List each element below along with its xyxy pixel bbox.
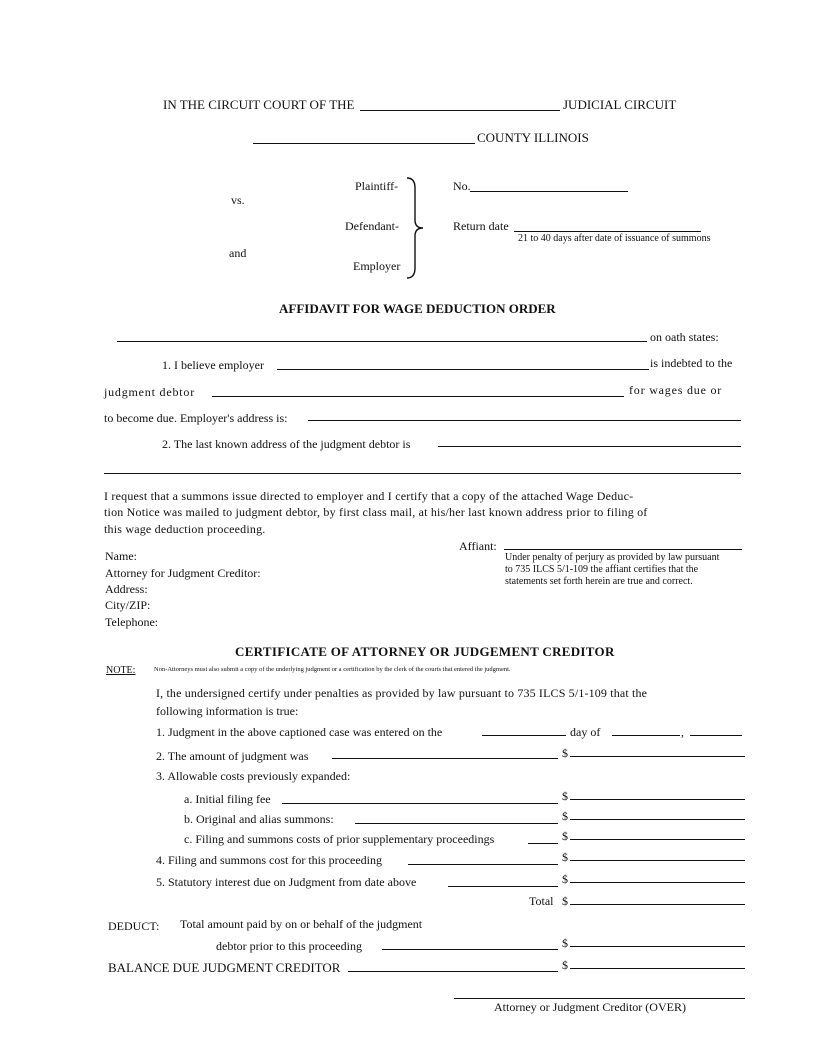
court-prefix: IN THE CIRCUIT COURT OF THE <box>163 97 355 112</box>
deduct-line-2: debtor prior to this proceeding <box>216 939 362 953</box>
comma: , <box>681 725 684 739</box>
intro-line-2: following information is true: <box>156 704 299 718</box>
cert-item2: 2. The amount of judgment was <box>156 749 309 763</box>
and-label: and <box>229 246 247 260</box>
intro-line-1: I, the undersigned certify under penalties as provided by law pursuant to 735 ILCS 5/1-109 that the <box>156 686 648 700</box>
item2-label: 2. The last known address of the judgment debtor is <box>162 437 411 451</box>
dollar-deduct: $ <box>562 936 568 950</box>
balance-label: BALANCE DUE JUDGMENT CREDITOR <box>108 960 341 975</box>
dollar-balance: $ <box>562 958 568 972</box>
judgment-day-blank[interactable] <box>482 735 566 736</box>
dollar-3a: $ <box>562 789 568 803</box>
plaintiff-label: Plaintiff- <box>355 179 399 193</box>
dollar-3c: $ <box>562 829 568 843</box>
circuit-blank[interactable] <box>360 110 560 111</box>
wages-due-label: for wages due or <box>629 383 723 397</box>
judgment-month-blank[interactable] <box>612 735 680 736</box>
employer-label: Employer <box>353 259 401 273</box>
day-of-label: day of <box>570 725 601 739</box>
filing-fee-blank[interactable] <box>570 799 745 800</box>
debtor-address-blank-2[interactable] <box>104 473 741 474</box>
vs-label: vs. <box>231 193 245 207</box>
return-date-label: Return date <box>453 219 509 233</box>
interest-blank[interactable] <box>570 882 745 883</box>
employer-name-blank[interactable] <box>277 369 649 370</box>
name-label: Name: <box>105 549 137 563</box>
return-date-note: 21 to 40 days after date of issuance of summons <box>518 233 711 244</box>
signature-line[interactable] <box>454 998 745 999</box>
dollar-total: $ <box>562 894 568 908</box>
item1-end: is indebted to the <box>650 356 733 370</box>
request-line-1: I request that a summons issue directed to employer and I certify that a copy of the attached Wage Deduc- <box>104 489 634 503</box>
telephone-label: Telephone: <box>105 615 159 629</box>
employer-address-label: to become due. Employer's address is: <box>104 411 288 425</box>
cert-item5: 5. Statutory interest due on Judgment from date above <box>156 875 417 889</box>
cityzip-label: City/ZIP: <box>105 598 151 612</box>
dollar-3b: $ <box>562 809 568 823</box>
filing-fee-leader <box>282 803 558 804</box>
note-text: Non-Attorneys must also submit a copy of the underlying judgment or a certification by the clerk of the courts that entered the judgment. <box>154 666 511 673</box>
affiant-name-blank[interactable] <box>117 341 647 342</box>
summons-leader <box>355 823 558 824</box>
perjury-line-1: Under penalty of perjury as provided by law pursuant <box>505 552 720 563</box>
balance-leader <box>348 971 558 972</box>
cert-item3b: b. Original and alias summons: <box>184 812 334 826</box>
cert-item3c: c. Filing and summons costs of prior supplementary proceedings <box>184 832 495 846</box>
judicial-circuit-label: JUDICIAL CIRCUIT <box>563 97 677 112</box>
judgment-year-blank[interactable] <box>690 735 742 736</box>
proceeding-cost-blank[interactable] <box>570 860 745 861</box>
deduct-blank[interactable] <box>570 946 745 947</box>
cert-item3a: a. Initial filing fee <box>184 792 271 806</box>
cert-item4: 4. Filing and summons cost for this proceeding <box>156 853 382 867</box>
on-oath-label: on oath states: <box>650 330 719 344</box>
affidavit-title: AFFIDAVIT FOR WAGE DEDUCTION ORDER <box>279 301 556 316</box>
employer-address-blank[interactable] <box>308 420 741 421</box>
total-label: Total <box>529 894 554 908</box>
dollar-2: $ <box>562 746 568 760</box>
county-label: COUNTY ILLINOIS <box>477 130 589 145</box>
defendant-label: Defendant- <box>345 219 399 233</box>
deduct-line-1: Total amount paid by on or behalf of the judgment <box>180 917 423 931</box>
summons-blank[interactable] <box>570 819 745 820</box>
signature-caption: Attorney or Judgment Creditor (OVER) <box>494 1000 686 1014</box>
address-label: Address: <box>105 582 148 596</box>
interest-leader <box>448 886 558 887</box>
request-line-3: this wage deduction proceeding. <box>104 522 266 536</box>
return-date-blank[interactable] <box>514 231 701 232</box>
affiant-signature-blank[interactable] <box>504 549 742 550</box>
perjury-line-3: statements set forth herein are true and correct. <box>505 576 693 587</box>
cert-item3: 3. Allowable costs previously expanded: <box>156 769 351 783</box>
case-no-blank[interactable] <box>470 191 628 192</box>
debtor-address-blank[interactable] <box>438 446 741 447</box>
debtor-name-blank[interactable] <box>212 396 624 397</box>
affiant-label: Affiant: <box>459 539 497 553</box>
party-brace-icon <box>405 176 429 280</box>
case-no-label: No. <box>453 179 471 193</box>
judgment-amount-blank[interactable] <box>570 756 745 757</box>
item1-start: 1. I believe employer <box>162 358 264 372</box>
prior-costs-blank[interactable] <box>570 839 745 840</box>
certificate-title: CERTIFICATE OF ATTORNEY OR JUDGEMENT CREDITOR <box>235 644 615 659</box>
deduct-leader <box>382 949 558 950</box>
debtor-label: judgment debtor <box>104 385 195 399</box>
note-label: NOTE: <box>106 665 136 676</box>
prior-costs-leader <box>528 843 558 844</box>
request-line-2: tion Notice was mailed to judgment debtor, by first class mail, at his/her last known address prior to filing of <box>104 505 648 519</box>
balance-blank[interactable] <box>570 968 745 969</box>
county-blank[interactable] <box>253 143 475 144</box>
attorney-label: Attorney for Judgment Creditor: <box>105 566 261 580</box>
judgment-amount-leader <box>332 758 558 759</box>
total-blank[interactable] <box>570 904 745 905</box>
proceeding-cost-leader <box>408 864 558 865</box>
perjury-line-2: to 735 ILCS 5/1-109 the affiant certifies that the <box>505 564 699 575</box>
cert-item1: 1. Judgment in the above captioned case was entered on the <box>156 725 443 739</box>
deduct-label: DEDUCT: <box>108 919 160 933</box>
dollar-5: $ <box>562 872 568 886</box>
dollar-4: $ <box>562 850 568 864</box>
